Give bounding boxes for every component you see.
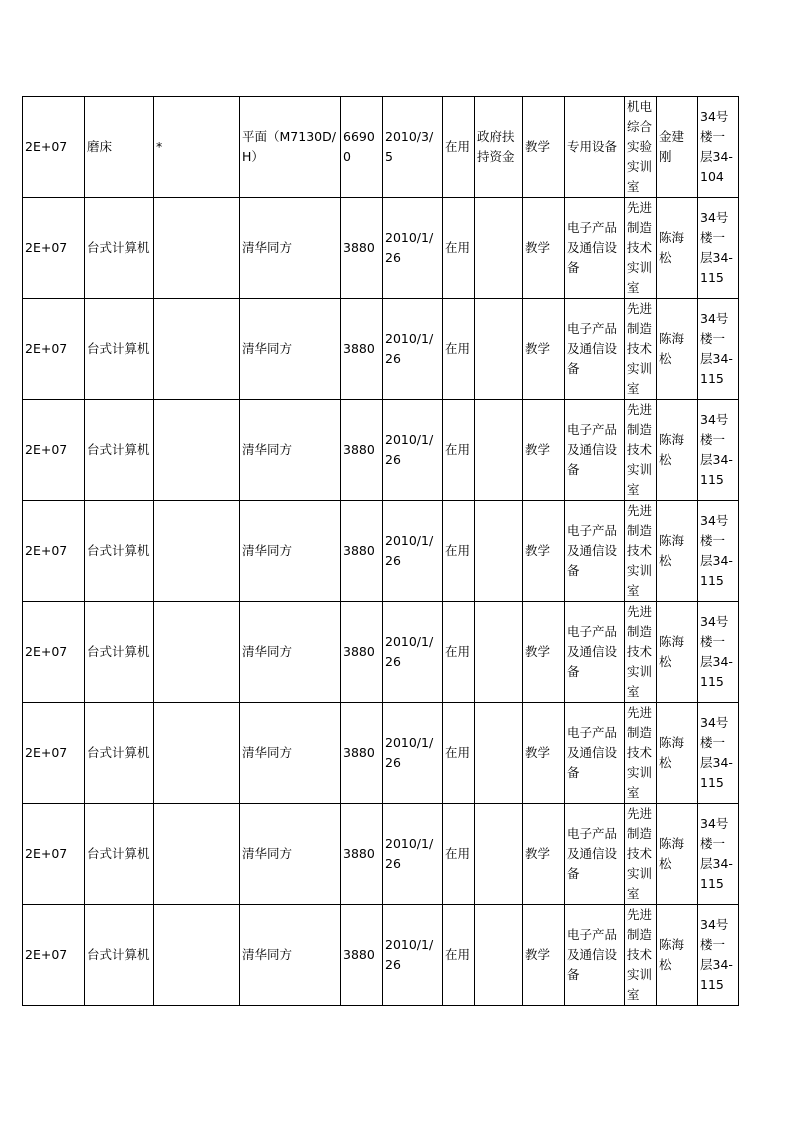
- table-row: [23, 905, 739, 1006]
- status-cell: 在用: [443, 198, 475, 299]
- table-row: [23, 299, 739, 400]
- purchase-date-cell: 2010/1/26: [383, 804, 443, 905]
- asset-id-cell: 2E+07: [23, 501, 85, 602]
- lab-cell: 先进制造技术实训室: [625, 703, 657, 804]
- price-cell: 3880: [341, 905, 383, 1006]
- model-cell: 清华同方: [240, 400, 341, 501]
- purchase-date-cell: 2010/1/26: [383, 602, 443, 703]
- model-cell: 清华同方: [240, 703, 341, 804]
- keeper-cell: 陈海松: [657, 703, 698, 804]
- price-cell: 3880: [341, 804, 383, 905]
- price-cell: 66900: [341, 97, 383, 198]
- location-cell: 34号楼一层34-104: [698, 97, 739, 198]
- usage-cell: 教学: [523, 703, 565, 804]
- category-cell: 电子产品及通信设备: [565, 198, 625, 299]
- status-cell: 在用: [443, 905, 475, 1006]
- category-cell: 电子产品及通信设备: [565, 602, 625, 703]
- usage-cell: 教学: [523, 97, 565, 198]
- purchase-date-cell: 2010/1/26: [383, 400, 443, 501]
- note-cell: [154, 703, 240, 804]
- asset-id-cell: 2E+07: [23, 299, 85, 400]
- funding-source-cell: [475, 602, 523, 703]
- price-cell: 3880: [341, 703, 383, 804]
- model-cell: 清华同方: [240, 198, 341, 299]
- location-cell: 34号楼一层34-115: [698, 501, 739, 602]
- usage-cell: 教学: [523, 905, 565, 1006]
- purchase-date-cell: 2010/1/26: [383, 198, 443, 299]
- funding-source-cell: [475, 198, 523, 299]
- note-cell: [154, 198, 240, 299]
- category-cell: 电子产品及通信设备: [565, 400, 625, 501]
- usage-cell: 教学: [523, 501, 565, 602]
- status-cell: 在用: [443, 804, 475, 905]
- model-cell: 清华同方: [240, 299, 341, 400]
- price-cell: 3880: [341, 198, 383, 299]
- price-cell: 3880: [341, 602, 383, 703]
- item-name-cell: 台式计算机: [85, 299, 154, 400]
- status-cell: 在用: [443, 703, 475, 804]
- status-cell: 在用: [443, 97, 475, 198]
- category-cell: 电子产品及通信设备: [565, 703, 625, 804]
- table-row: [23, 400, 739, 501]
- table-row: [23, 198, 739, 299]
- item-name-cell: 台式计算机: [85, 905, 154, 1006]
- keeper-cell: 金建刚: [657, 97, 698, 198]
- table-row: [23, 703, 739, 804]
- model-cell: 清华同方: [240, 602, 341, 703]
- item-name-cell: 台式计算机: [85, 501, 154, 602]
- equipment-table: [22, 96, 739, 1006]
- purchase-date-cell: 2010/1/26: [383, 905, 443, 1006]
- lab-cell: 先进制造技术实训室: [625, 602, 657, 703]
- asset-id-cell: 2E+07: [23, 804, 85, 905]
- funding-source-cell: [475, 400, 523, 501]
- location-cell: 34号楼一层34-115: [698, 905, 739, 1006]
- purchase-date-cell: 2010/1/26: [383, 299, 443, 400]
- asset-id-cell: 2E+07: [23, 905, 85, 1006]
- location-cell: 34号楼一层34-115: [698, 602, 739, 703]
- category-cell: 电子产品及通信设备: [565, 501, 625, 602]
- lab-cell: 机电综合实验实训室: [625, 97, 657, 198]
- asset-id-cell: 2E+07: [23, 198, 85, 299]
- item-name-cell: 磨床: [85, 97, 154, 198]
- note-cell: [154, 501, 240, 602]
- funding-source-cell: [475, 501, 523, 602]
- keeper-cell: 陈海松: [657, 299, 698, 400]
- price-cell: 3880: [341, 400, 383, 501]
- table-row: [23, 602, 739, 703]
- location-cell: 34号楼一层34-115: [698, 703, 739, 804]
- funding-source-cell: 政府扶持资金: [475, 97, 523, 198]
- status-cell: 在用: [443, 602, 475, 703]
- purchase-date-cell: 2010/1/26: [383, 501, 443, 602]
- location-cell: 34号楼一层34-115: [698, 400, 739, 501]
- item-name-cell: 台式计算机: [85, 804, 154, 905]
- note-cell: [154, 602, 240, 703]
- lab-cell: 先进制造技术实训室: [625, 804, 657, 905]
- model-cell: 清华同方: [240, 804, 341, 905]
- item-name-cell: 台式计算机: [85, 198, 154, 299]
- keeper-cell: 陈海松: [657, 198, 698, 299]
- location-cell: 34号楼一层34-115: [698, 299, 739, 400]
- lab-cell: 先进制造技术实训室: [625, 905, 657, 1006]
- location-cell: 34号楼一层34-115: [698, 198, 739, 299]
- model-cell: 平面（M7130D/H）: [240, 97, 341, 198]
- note-cell: [154, 299, 240, 400]
- lab-cell: 先进制造技术实训室: [625, 299, 657, 400]
- funding-source-cell: [475, 703, 523, 804]
- keeper-cell: 陈海松: [657, 400, 698, 501]
- purchase-date-cell: 2010/1/26: [383, 703, 443, 804]
- keeper-cell: 陈海松: [657, 804, 698, 905]
- price-cell: 3880: [341, 501, 383, 602]
- funding-source-cell: [475, 804, 523, 905]
- category-cell: 电子产品及通信设备: [565, 804, 625, 905]
- table-row: [23, 97, 739, 198]
- funding-source-cell: [475, 299, 523, 400]
- item-name-cell: 台式计算机: [85, 703, 154, 804]
- price-cell: 3880: [341, 299, 383, 400]
- usage-cell: 教学: [523, 299, 565, 400]
- table-row: [23, 501, 739, 602]
- status-cell: 在用: [443, 501, 475, 602]
- note-cell: [154, 905, 240, 1006]
- category-cell: 电子产品及通信设备: [565, 299, 625, 400]
- item-name-cell: 台式计算机: [85, 602, 154, 703]
- funding-source-cell: [475, 905, 523, 1006]
- equipment-table-body: [23, 97, 739, 1006]
- model-cell: 清华同方: [240, 501, 341, 602]
- asset-id-cell: 2E+07: [23, 400, 85, 501]
- lab-cell: 先进制造技术实训室: [625, 400, 657, 501]
- table-row: [23, 804, 739, 905]
- note-cell: *: [154, 97, 240, 198]
- model-cell: 清华同方: [240, 905, 341, 1006]
- note-cell: [154, 804, 240, 905]
- asset-id-cell: 2E+07: [23, 97, 85, 198]
- keeper-cell: 陈海松: [657, 501, 698, 602]
- usage-cell: 教学: [523, 602, 565, 703]
- keeper-cell: 陈海松: [657, 602, 698, 703]
- lab-cell: 先进制造技术实训室: [625, 501, 657, 602]
- category-cell: 专用设备: [565, 97, 625, 198]
- usage-cell: 教学: [523, 804, 565, 905]
- item-name-cell: 台式计算机: [85, 400, 154, 501]
- status-cell: 在用: [443, 299, 475, 400]
- usage-cell: 教学: [523, 400, 565, 501]
- keeper-cell: 陈海松: [657, 905, 698, 1006]
- lab-cell: 先进制造技术实训室: [625, 198, 657, 299]
- status-cell: 在用: [443, 400, 475, 501]
- asset-id-cell: 2E+07: [23, 703, 85, 804]
- asset-id-cell: 2E+07: [23, 602, 85, 703]
- note-cell: [154, 400, 240, 501]
- purchase-date-cell: 2010/3/5: [383, 97, 443, 198]
- location-cell: 34号楼一层34-115: [698, 804, 739, 905]
- usage-cell: 教学: [523, 198, 565, 299]
- category-cell: 电子产品及通信设备: [565, 905, 625, 1006]
